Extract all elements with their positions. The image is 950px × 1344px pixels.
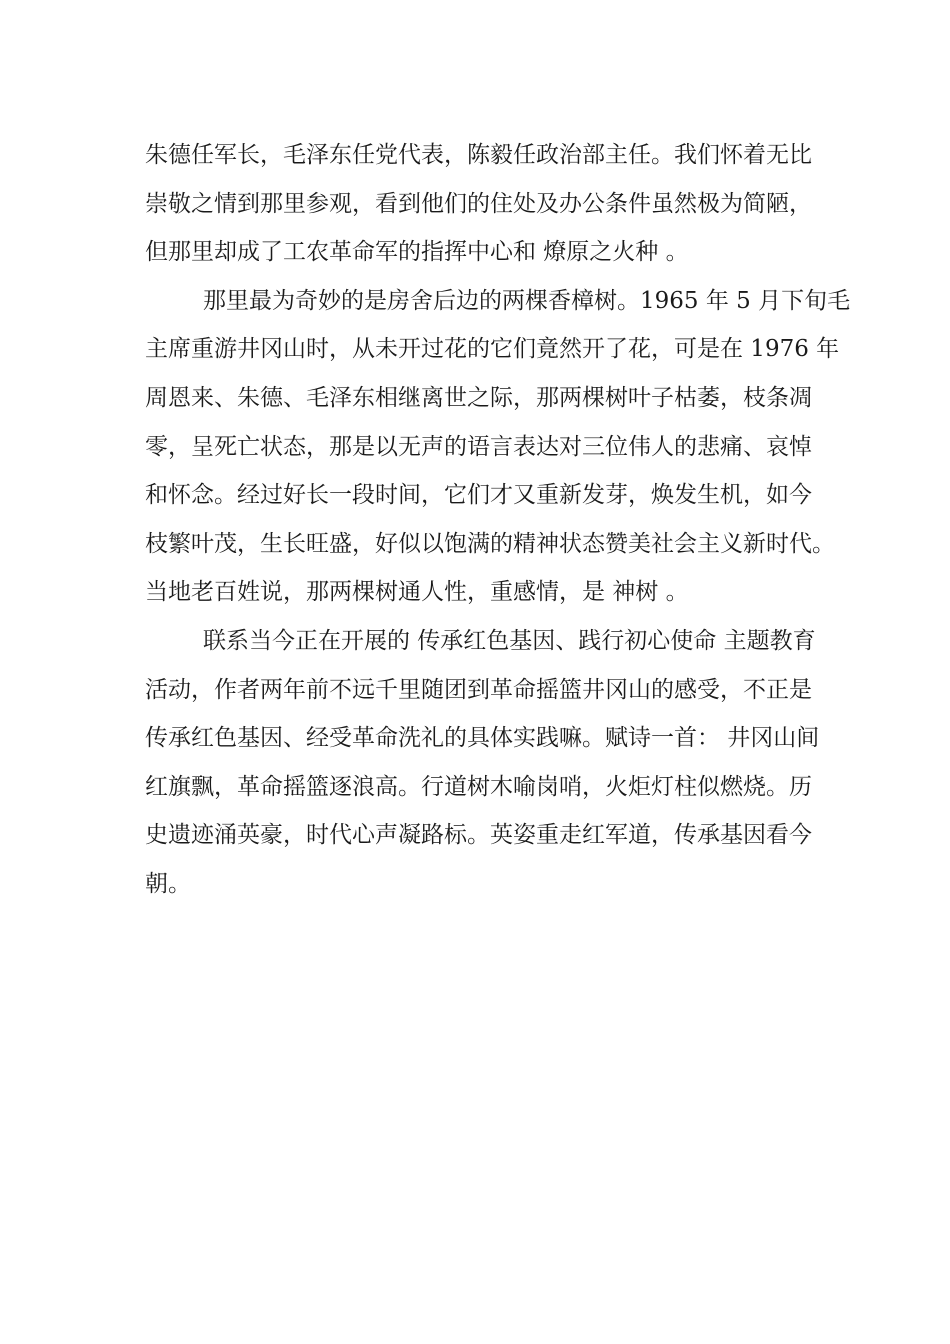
text-line: 那里最为奇妙的是房舍后边的两棵香樟树。1965 年 5 月下旬毛	[203, 287, 851, 314]
text-line: 史遗迹涌英豪，时代心声凝路标。英姿重走红军道，传承基因看今	[145, 822, 812, 849]
text-line: 零，呈死亡状态，那是以无声的语言表达对三位伟人的悲痛、哀悼	[145, 433, 812, 460]
text-line: 周恩来、朱德、毛泽东相继离世之际，那两棵树叶子枯萎，枝条凋	[145, 384, 812, 411]
paragraph-2	[145, 277, 851, 617]
text-line: 传承红色基因、经受革命洗礼的具体实践嘛。赋诗一首： 井冈山间	[145, 725, 820, 752]
text-line: 红旗飘，革命摇篮逐浪高。行道树木喻岗哨，火炬灯柱似燃烧。历	[145, 773, 812, 800]
text-line: 枝繁叶茂，生长旺盛，好似以饱满的精神状态赞美社会主义新时代。	[145, 530, 835, 557]
paragraph-1	[145, 131, 825, 277]
text-line: 和怀念。经过好长一段时间，它们才又重新发芽，焕发生机，如今	[145, 482, 812, 509]
text-line: 联系当今正在开展的 传承红色基因、践行初心使命 主题教育	[203, 627, 816, 654]
text-line: 朱德任军长，毛泽东任党代表，陈毅任政治部主任。我们怀着无比	[145, 142, 812, 168]
text-line: 崇敬之情到那里参观，看到他们的住处及办公条件虽然极为简陋，	[145, 190, 812, 217]
text-line: 当地老百姓说，那两棵树通人性，重感情，是 神树 。	[145, 579, 689, 606]
text-line: 但那里却成了工农革命军的指挥中心和 燎原之火种 。	[145, 239, 689, 266]
text-line: 主席重游井冈山时，从未开过花的它们竟然开了花，可是在 1976 年	[145, 336, 840, 363]
document-body	[145, 131, 851, 909]
text-line: 朝。	[145, 870, 191, 897]
text-line: 活动，作者两年前不远千里随团到革命摇篮井冈山的感受，不正是	[145, 676, 812, 703]
paragraph-3	[145, 617, 825, 909]
